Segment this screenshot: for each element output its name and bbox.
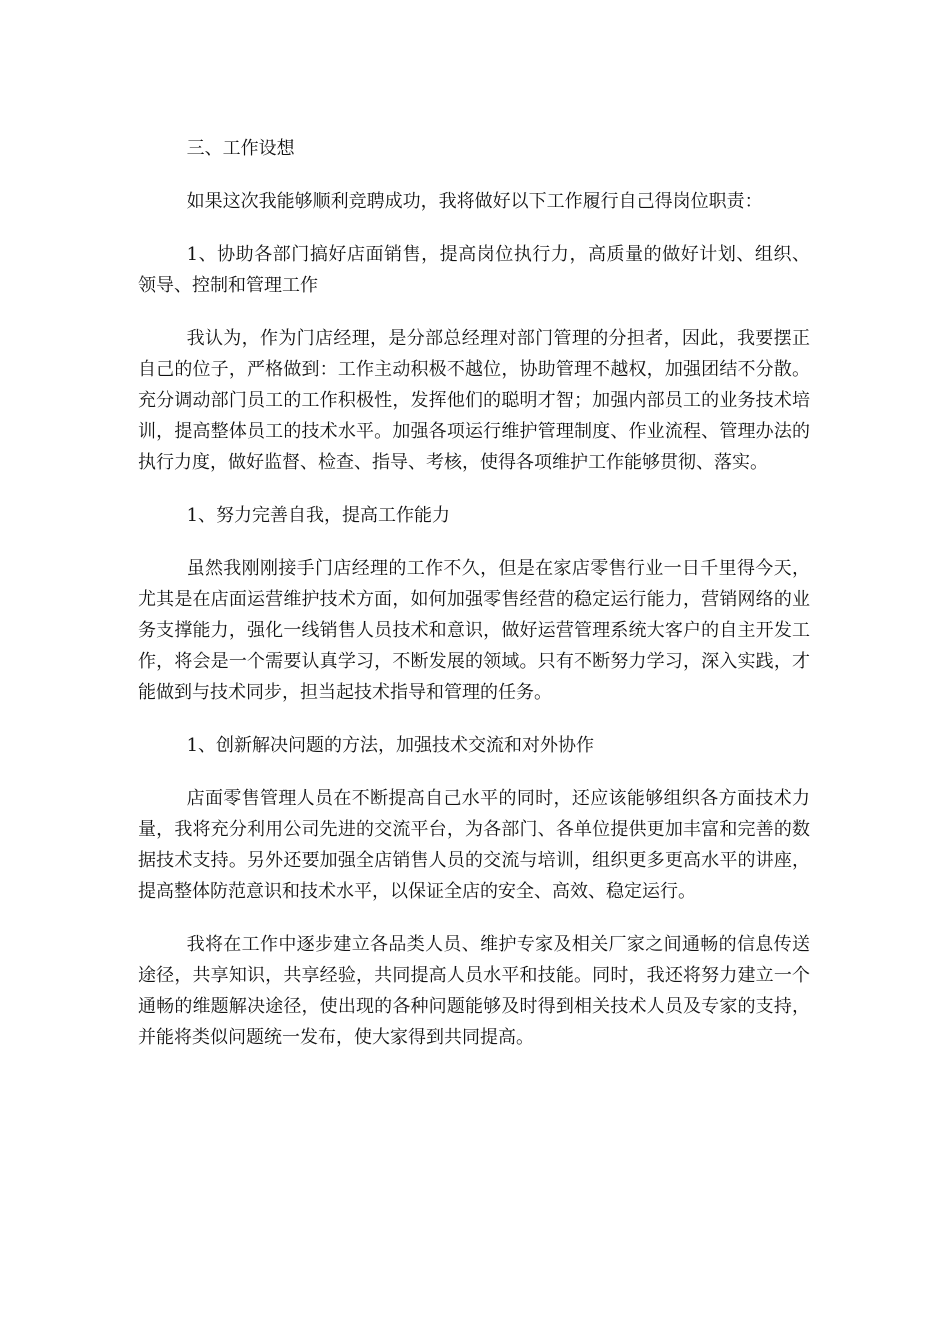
item-heading-innovation: 1、创新解决问题的方法，加强技术交流和对外协作 xyxy=(186,735,595,756)
document-body xyxy=(138,133,810,1075)
item-heading-self-improvement: 1、努力完善自我，提高工作能力 xyxy=(186,505,451,526)
section-heading: 三、工作设想 xyxy=(186,138,295,159)
body-paragraph-knowledge-sharing: 我将在工作中逐步建立各品类人员、维护专家及相关厂家之间通畅的信息传送途径，共享知识，共享经验，共同提高人员水平和技能。同时，我还将努力建立一个通畅的维题解决途径，使出现的各种问题能够及时得到相关技术人员及专家的支持，并能将类似问题统一发布，使大家得到共同提高。 xyxy=(138,934,810,1048)
item-heading-coordination: 1、协助各部门搞好店面销售，提高岗位执行力，高质量的做好计划、组织、领导、控制和管理工作 xyxy=(138,244,810,296)
intro-paragraph: 如果这次我能够顺利竞聘成功，我将做好以下工作履行自己得岗位职责： xyxy=(186,191,763,212)
body-paragraph-management: 我认为，作为门店经理，是分部总经理对部门管理的分担者，因此，我要摆正自己的位子，严格做到：工作主动积极不越位，协助管理不越权，加强团结不分散。充分调动部门员工的工作积极性，发挥他们的聪明才智；加强内部员工的业务技术培训，提高整体员工的技术水平。加强各项运行维护管理制度、作业流程、管理办法的执行力度，做好监督、检查、指导、考核，使得各项维护工作能够贯彻、落实。 xyxy=(138,328,810,473)
body-paragraph-training: 店面零售管理人员在不断提高自己水平的同时，还应该能够组织各方面技术力量，我将充分利用公司先进的交流平台，为各部门、各单位提供更加丰富和完善的数据技术支持。另外还要加强全店销售人员的交流与培训，组织更多更高水平的讲座，提高整体防范意识和技术水平，以保证全店的安全、高效、稳定运行。 xyxy=(138,788,810,902)
body-paragraph-learning: 虽然我刚刚接手门店经理的工作不久，但是在家店零售行业一日千里得今天，尤其是在店面运营维护技术方面，如何加强零售经营的稳定运行能力，营销网络的业务支撑能力，强化一线销售人员技术和意识，做好运营管理系统大客户的自主开发工作，将会是一个需要认真学习，不断发展的领域。只有不断努力学习，深入实践，才能做到与技术同步，担当起技术指导和管理的任务。 xyxy=(138,558,810,703)
